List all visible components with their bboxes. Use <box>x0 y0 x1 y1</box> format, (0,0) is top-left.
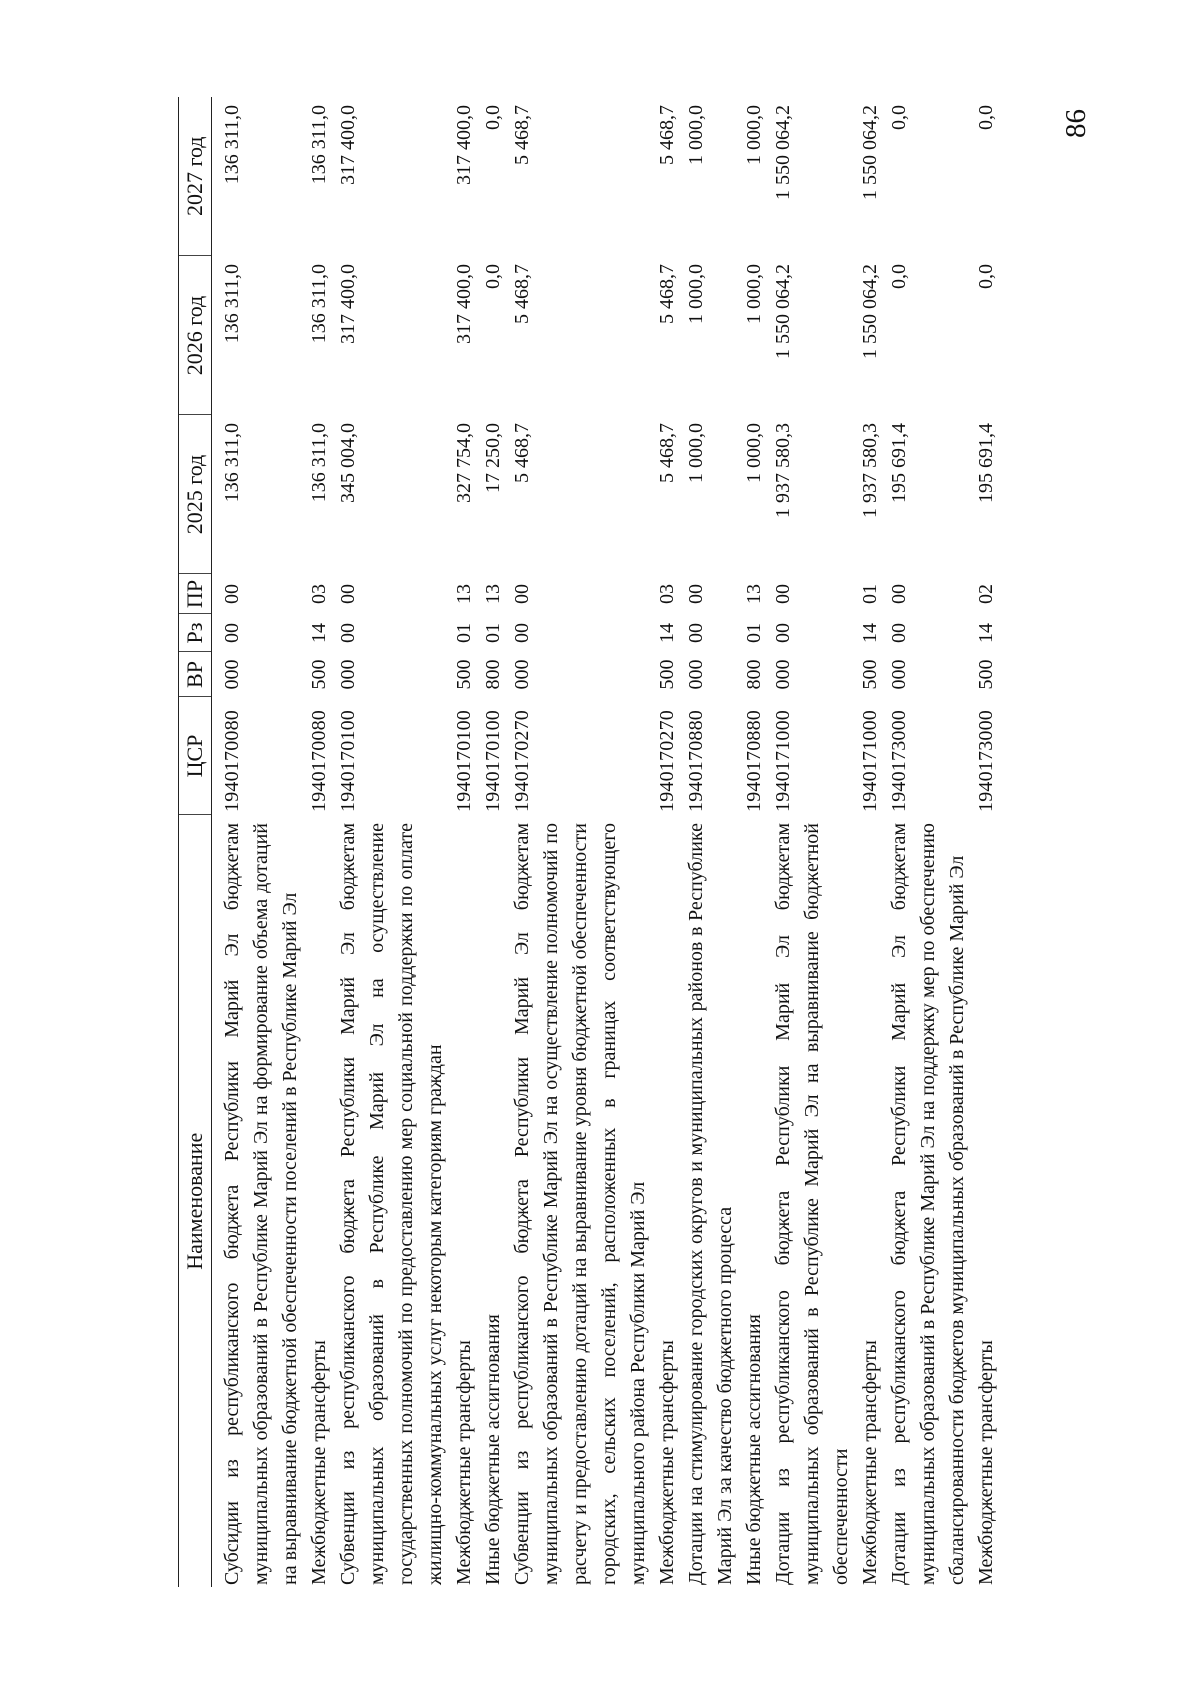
row-pr: 03 <box>656 584 678 604</box>
page-number: 86 <box>1060 109 1092 138</box>
row-name: Дотации из республиканского бюджета Республики Марий Эл бюджетам муниципальных образований в Республике Марий Эл на выравнивание бюджетной обеспеченности <box>772 823 852 1585</box>
row-csr: 1940170270 <box>511 710 533 812</box>
row-pr: 00 <box>685 584 707 604</box>
row-2027: 5 468,7 <box>656 105 678 165</box>
row-2027: 317 400,0 <box>337 105 359 185</box>
row-name: Субвенции из республиканского бюджета Республики Марий Эл бюджетам муниципальных образований в Республике Марий Эл на осуществление полномочий по расчету и предоставлению дотаций на выравнивание уровня бюджетной обеспеченности городских, сельских поселений, расположенных в границах соответствующего муниципального района Республики Марий Эл <box>511 823 649 1585</box>
row-2026: 5 468,7 <box>511 264 533 324</box>
row-pr: 13 <box>453 584 475 604</box>
row-rz: 01 <box>482 623 504 643</box>
row-2025: 5 468,7 <box>511 423 533 483</box>
row-pr: 00 <box>772 584 794 604</box>
row-2026: 1 000,0 <box>685 264 707 324</box>
row-pr: 13 <box>743 584 765 604</box>
row-2025: 5 468,7 <box>656 423 678 483</box>
row-2026: 136 311,0 <box>308 264 330 344</box>
row-vr: 500 <box>308 659 330 690</box>
row-2026: 1 000,0 <box>743 264 765 324</box>
table-row <box>972 97 1001 1587</box>
row-csr: 1940170080 <box>221 710 243 812</box>
row-2025: 136 311,0 <box>308 423 330 503</box>
table-row <box>305 97 334 1587</box>
row-rz: 14 <box>308 623 330 643</box>
row-2026: 0,0 <box>482 264 504 289</box>
header-vr: ВР <box>179 652 212 697</box>
row-rz: 01 <box>453 623 475 643</box>
header-pr: ПР <box>179 574 212 614</box>
table-row <box>682 97 740 1587</box>
row-2025: 327 754,0 <box>453 423 475 503</box>
row-vr: 000 <box>511 659 533 690</box>
row-pr: 00 <box>511 584 533 604</box>
table-row <box>450 97 479 1587</box>
row-pr: 01 <box>859 584 881 604</box>
row-csr: 1940173000 <box>975 710 997 812</box>
row-vr: 000 <box>221 659 243 690</box>
row-csr: 1940170270 <box>656 710 678 812</box>
row-pr: 13 <box>482 584 504 604</box>
row-rz: 00 <box>337 623 359 643</box>
row-2026: 1 550 064,2 <box>859 264 881 359</box>
row-2027: 0,0 <box>888 105 910 130</box>
row-2027: 0,0 <box>482 105 504 130</box>
row-csr: 1940170100 <box>482 710 504 812</box>
row-2027: 1 550 064,2 <box>859 105 881 200</box>
row-vr: 800 <box>482 659 504 690</box>
table-row <box>769 97 856 1587</box>
row-2027: 136 311,0 <box>308 105 330 185</box>
header-2025: 2025 год <box>179 415 212 574</box>
row-rz: 14 <box>859 623 881 643</box>
row-rz: 00 <box>685 623 707 643</box>
row-pr: 00 <box>337 584 359 604</box>
header-csr: ЦСР <box>179 697 212 815</box>
row-csr: 1940170080 <box>308 710 330 812</box>
row-2025: 17 250,0 <box>482 423 504 493</box>
row-vr: 500 <box>975 659 997 690</box>
row-2025: 1 937 580,3 <box>859 423 881 518</box>
row-2026: 1 550 064,2 <box>772 264 794 359</box>
row-name: Дотации на стимулирование городских округов и муниципальных районов в Республике Марий Эл за качество бюджетного процесса <box>685 823 736 1585</box>
row-rz: 00 <box>221 623 243 643</box>
row-2026: 0,0 <box>975 264 997 289</box>
header-2027: 2027 год <box>179 97 212 256</box>
row-csr: 1940171000 <box>772 710 794 812</box>
row-rz: 00 <box>511 623 533 643</box>
table-row <box>334 97 450 1587</box>
row-pr: 02 <box>975 584 997 604</box>
row-pr: 00 <box>221 584 243 604</box>
table-body <box>212 97 1002 1587</box>
row-2027: 1 000,0 <box>685 105 707 165</box>
row-name: Субвенции из республиканского бюджета Республики Марий Эл бюджетам муниципальных образований в Республике Марий Эл на осуществление государственных полномочий по предоставлению мер социальной поддержки по оплате жилищно-коммунальных услуг некоторым категориям граждан <box>337 823 446 1585</box>
row-2026: 5 468,7 <box>656 264 678 324</box>
table-row <box>508 97 653 1587</box>
row-2025: 195 691,4 <box>975 423 997 503</box>
row-2026: 317 400,0 <box>453 264 475 344</box>
header-name: Наименование <box>179 815 212 1587</box>
row-2026: 0,0 <box>888 264 910 289</box>
row-name: Межбюджетные трансферты <box>656 1340 678 1585</box>
budget-table <box>178 97 1001 1587</box>
table-row <box>885 97 972 1587</box>
row-2025: 345 004,0 <box>337 423 359 503</box>
header-2026: 2026 год <box>179 256 212 415</box>
row-vr: 000 <box>888 659 910 690</box>
row-rz: 00 <box>888 623 910 643</box>
row-csr: 1940170100 <box>453 710 475 812</box>
row-name: Межбюджетные трансферты <box>975 1340 997 1585</box>
row-2027: 0,0 <box>975 105 997 130</box>
row-vr: 500 <box>656 659 678 690</box>
row-pr: 00 <box>888 584 910 604</box>
table-row <box>740 97 769 1587</box>
row-2025: 1 937 580,3 <box>772 423 794 518</box>
row-csr: 1940170880 <box>685 710 707 812</box>
row-rz: 14 <box>975 623 997 643</box>
row-name: Межбюджетные трансферты <box>453 1340 475 1585</box>
header-rz: Рз <box>179 614 212 652</box>
row-name: Дотации из республиканского бюджета Республики Марий Эл бюджетам муниципальных образований в Республике Марий Эл на поддержку мер по обеспечению сбалансированности бюджетов муниципальных образований в Республике Марий Эл <box>888 823 968 1585</box>
row-name: Иные бюджетные ассигнования <box>482 1314 504 1585</box>
row-vr: 000 <box>772 659 794 690</box>
row-2025: 1 000,0 <box>685 423 707 483</box>
row-name: Межбюджетные трансферты <box>308 1340 330 1585</box>
row-2025: 195 691,4 <box>888 423 910 503</box>
row-csr: 1940173000 <box>888 710 910 812</box>
row-2026: 317 400,0 <box>337 264 359 344</box>
table-row <box>856 97 885 1587</box>
row-2027: 317 400,0 <box>453 105 475 185</box>
row-2027: 136 311,0 <box>221 105 243 185</box>
row-2027: 5 468,7 <box>511 105 533 165</box>
table-row <box>212 97 306 1587</box>
row-2025: 136 311,0 <box>221 423 243 503</box>
table-header-row <box>179 97 212 1587</box>
table-row <box>653 97 682 1587</box>
row-2027: 1 550 064,2 <box>772 105 794 200</box>
row-vr: 500 <box>859 659 881 690</box>
row-name: Субсидии из республиканского бюджета Республики Марий Эл бюджетам муниципальных образований в Республике Марий Эл на формирование объема дотаций на выравнивание бюджетной обеспеченности поселений в Республике Марий Эл <box>221 823 301 1585</box>
row-csr: 1940171000 <box>859 710 881 812</box>
row-rz: 14 <box>656 623 678 643</box>
row-csr: 1940170100 <box>337 710 359 812</box>
row-vr: 800 <box>743 659 765 690</box>
row-rz: 01 <box>743 623 765 643</box>
row-rz: 00 <box>772 623 794 643</box>
row-name: Межбюджетные трансферты <box>859 1340 881 1585</box>
row-vr: 000 <box>337 659 359 690</box>
row-vr: 000 <box>685 659 707 690</box>
row-name: Иные бюджетные ассигнования <box>743 1314 765 1585</box>
row-2025: 1 000,0 <box>743 423 765 483</box>
row-csr: 1940170880 <box>743 710 765 812</box>
table-row <box>479 97 508 1587</box>
row-pr: 03 <box>308 584 330 604</box>
row-vr: 500 <box>453 659 475 690</box>
row-2027: 1 000,0 <box>743 105 765 165</box>
row-2026: 136 311,0 <box>221 264 243 344</box>
